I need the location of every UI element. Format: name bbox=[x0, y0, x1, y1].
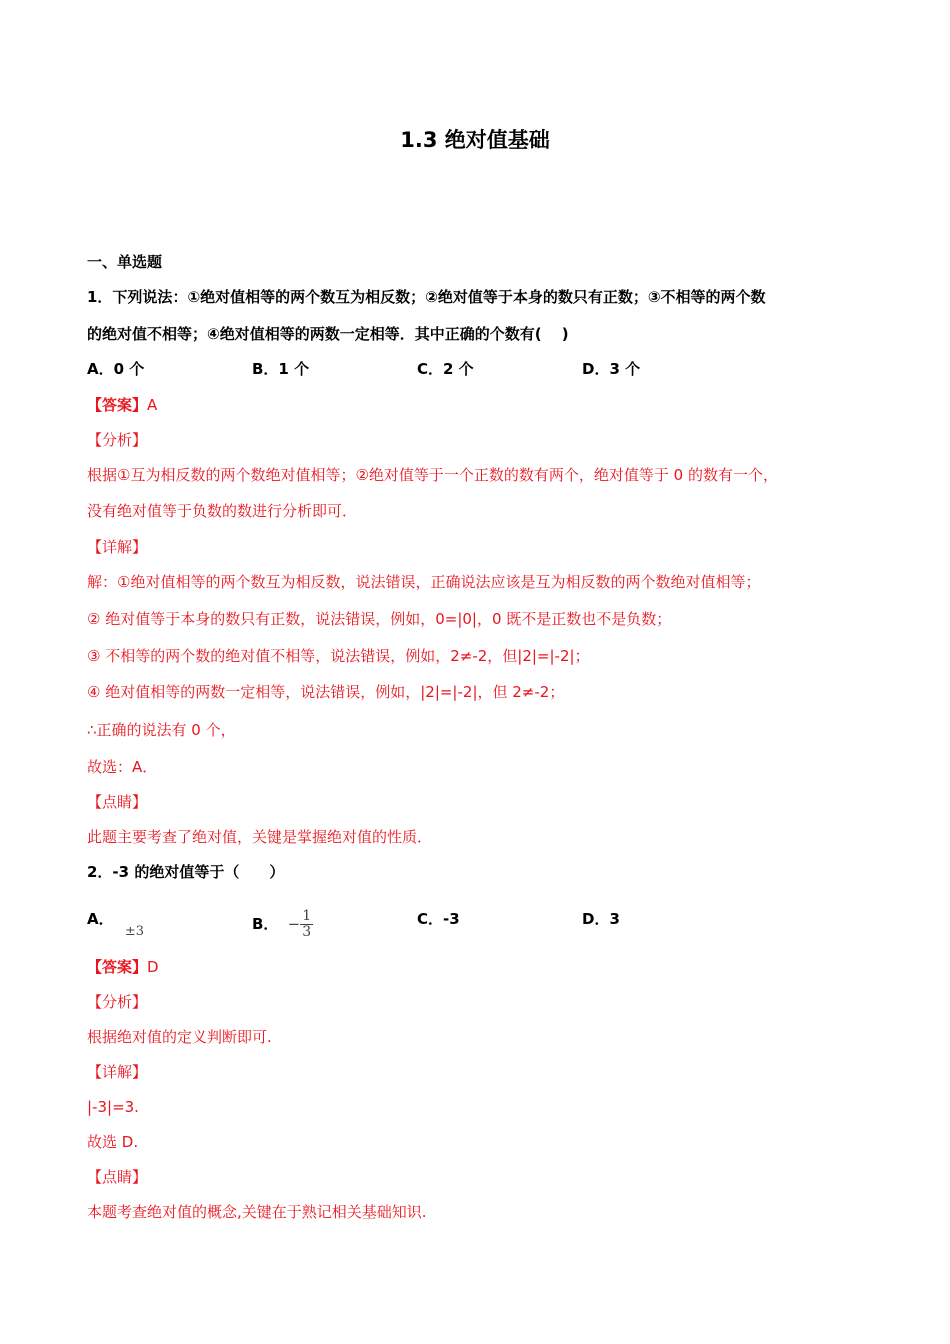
answer-tag: 【答案】 bbox=[87, 396, 148, 414]
q2-option-c: C．-3 bbox=[417, 910, 460, 928]
q1-comment-tag: 【点睛】 bbox=[87, 793, 148, 811]
q1-detail-tag: 【详解】 bbox=[87, 538, 148, 556]
q1-option-d: D．3 个 bbox=[582, 360, 641, 378]
fraction bbox=[300, 909, 313, 940]
section-heading: 一、单选题 bbox=[87, 253, 163, 271]
q1-analysis-line1: 根据①互为相反数的两个数绝对值相等；②绝对值等于一个正数的数有两个，绝对值等于 0 的数有一个， bbox=[87, 466, 778, 484]
answer-tag: 【答案】 bbox=[87, 958, 148, 976]
numerator: 1 bbox=[302, 908, 312, 924]
q2-detail-line: |-3|=3. bbox=[87, 1098, 139, 1116]
q1-detail-line: 解：①绝对值相等的两个数互为相反数，说法错误，正确说法应该是互为相反数的两个数绝对值相等； bbox=[87, 573, 761, 591]
q1-option-a: A．0 个 bbox=[87, 360, 145, 378]
q2-option-d: D．3 bbox=[582, 910, 620, 928]
q1-stem-line1: 1．下列说法：①绝对值相等的两个数互为相反数；②绝对值等于本身的数只有正数；③不相等的两个数 bbox=[87, 288, 766, 306]
q2-answer bbox=[87, 957, 159, 977]
q1-detail-line: ④ 绝对值相等的两数一定相等，说法错误，例如，|2|=|-2|，但 2≠-2； bbox=[87, 683, 565, 701]
q1-detail-line: ③ 不相等的两个数的绝对值不相等，说法错误，例如，2≠-2，但|2|=|-2|； bbox=[87, 647, 590, 665]
q1-analysis-line2: 没有绝对值等于负数的数进行分析即可． bbox=[87, 502, 358, 520]
q1-detail-line: 故选：A． bbox=[87, 758, 158, 776]
q2-analysis: 根据绝对值的定义判断即可. bbox=[87, 1028, 272, 1046]
option-label: A． bbox=[87, 910, 114, 928]
q2-option-b bbox=[252, 909, 313, 940]
q1-option-b: B．1 个 bbox=[252, 360, 310, 378]
q1-analysis-tag: 【分析】 bbox=[87, 431, 148, 449]
q2-analysis-tag: 【分析】 bbox=[87, 993, 148, 1011]
answer-value: D bbox=[147, 958, 159, 976]
q2-comment-tag: 【点睛】 bbox=[87, 1168, 148, 1186]
q1-comment: 此题主要考查了绝对值，关键是掌握绝对值的性质． bbox=[87, 828, 433, 846]
minus-sign: − bbox=[287, 915, 301, 933]
answer-value: A bbox=[147, 396, 158, 414]
q2-detail-line: 故选 D. bbox=[87, 1133, 139, 1151]
denominator: 3 bbox=[302, 924, 312, 940]
option-value: ±3 bbox=[124, 924, 145, 939]
q2-option-a bbox=[87, 909, 145, 939]
q1-detail-line: ∴正确的说法有 0 个， bbox=[87, 721, 236, 739]
q1-stem-line2: 的绝对值不相等；④绝对值相等的两数一定相等．其中正确的个数有( ) bbox=[87, 325, 569, 343]
document-title: 1.3 绝对值基础 bbox=[400, 128, 550, 152]
option-label: B． bbox=[252, 915, 279, 933]
q1-detail-line: ② 绝对值等于本身的数只有正数，说法错误，例如，0=|0|，0 既不是正数也不是负数； bbox=[87, 610, 672, 628]
q1-answer bbox=[87, 395, 157, 415]
q2-detail-tag: 【详解】 bbox=[87, 1063, 148, 1081]
q1-option-c: C．2 个 bbox=[417, 360, 474, 378]
q2-comment: 本题考查绝对值的概念,关键在于熟记相关基础知识. bbox=[87, 1203, 427, 1221]
q2-stem: 2．-3 的绝对值等于（ ） bbox=[87, 863, 285, 881]
